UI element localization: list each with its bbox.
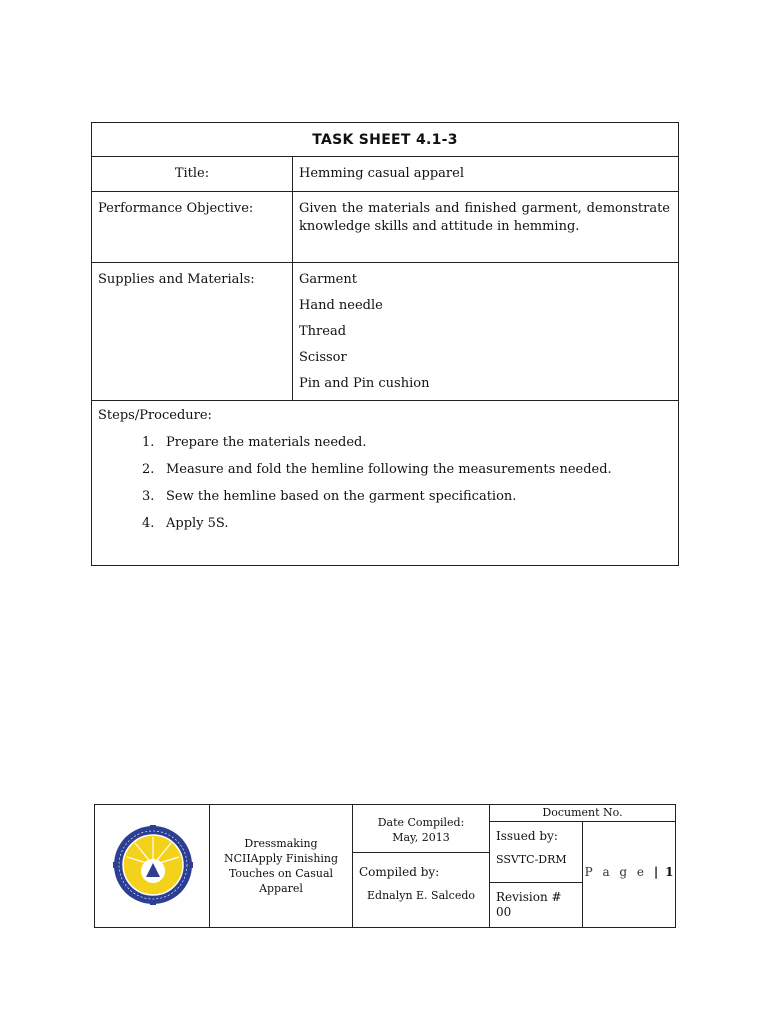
revision-box xyxy=(490,882,582,929)
date-compiled-box xyxy=(353,805,489,853)
page-label: P a g e xyxy=(584,865,648,879)
supply-item: Pin and Pin cushion xyxy=(299,376,430,391)
title-value: Hemming casual apparel xyxy=(299,166,464,181)
school-seal-icon xyxy=(113,825,193,905)
course-description: Dressmaking NCIIApply Finishing Touches on Casual Apparel xyxy=(223,837,339,895)
task-sheet-table xyxy=(91,122,679,566)
title-row xyxy=(92,157,678,192)
supply-item: Hand needle xyxy=(299,298,383,313)
logo-cell xyxy=(95,805,210,927)
step-number: 4. xyxy=(142,516,155,531)
steps-list xyxy=(142,434,612,542)
description-cell xyxy=(210,805,353,927)
steps-row xyxy=(92,401,678,566)
step-text: Measure and fold the hemline following the measurements needed. xyxy=(166,462,612,477)
step-item xyxy=(142,461,612,488)
objective-value: Given the materials and finished garment, demonstrate knowledge skills and attitude in hemming. xyxy=(299,201,670,234)
date-compiled-label: Date Compiled: xyxy=(377,816,465,829)
step-number: 1. xyxy=(142,435,155,450)
steps-label: Steps/Procedure: xyxy=(98,408,212,423)
compiled-by-label: Compiled by: xyxy=(359,865,440,879)
issued-by-value: SSVTC-DRM xyxy=(496,853,567,866)
supplies-label: Supplies and Materials: xyxy=(98,272,255,287)
step-number: 3. xyxy=(142,489,155,504)
step-number: 2. xyxy=(142,462,155,477)
document-no-label: Document No. xyxy=(490,805,675,822)
step-item xyxy=(142,515,612,542)
page-cell xyxy=(583,821,675,927)
step-item xyxy=(142,434,612,461)
page-number: 1 xyxy=(665,865,674,879)
revision-value: Revision # 00 xyxy=(496,890,562,919)
document-footer xyxy=(94,804,676,928)
step-text: Prepare the materials needed. xyxy=(166,435,367,450)
supplies-list xyxy=(299,271,670,401)
objective-row xyxy=(92,192,678,263)
page-indicator xyxy=(583,865,675,879)
step-text: Apply 5S. xyxy=(166,516,229,531)
supply-item: Thread xyxy=(299,324,347,339)
task-sheet-heading: TASK SHEET 4.1-3 xyxy=(92,123,678,157)
date-compiled-value: May, 2013 xyxy=(392,831,450,844)
step-text: Sew the hemline based on the garment specification. xyxy=(166,489,517,504)
objective-label: Performance Objective: xyxy=(98,201,254,216)
supply-item: Garment xyxy=(299,272,357,287)
compiled-by-value: Ednalyn E. Salcedo xyxy=(367,889,475,902)
supplies-row xyxy=(92,263,678,401)
supply-item: Scissor xyxy=(299,350,347,365)
title-label: Title: xyxy=(174,166,210,181)
compiled-cell xyxy=(353,805,490,927)
issued-cell xyxy=(490,821,583,927)
step-item xyxy=(142,488,612,515)
issued-by-label: Issued by: xyxy=(496,829,558,843)
page-separator: | xyxy=(653,865,659,879)
